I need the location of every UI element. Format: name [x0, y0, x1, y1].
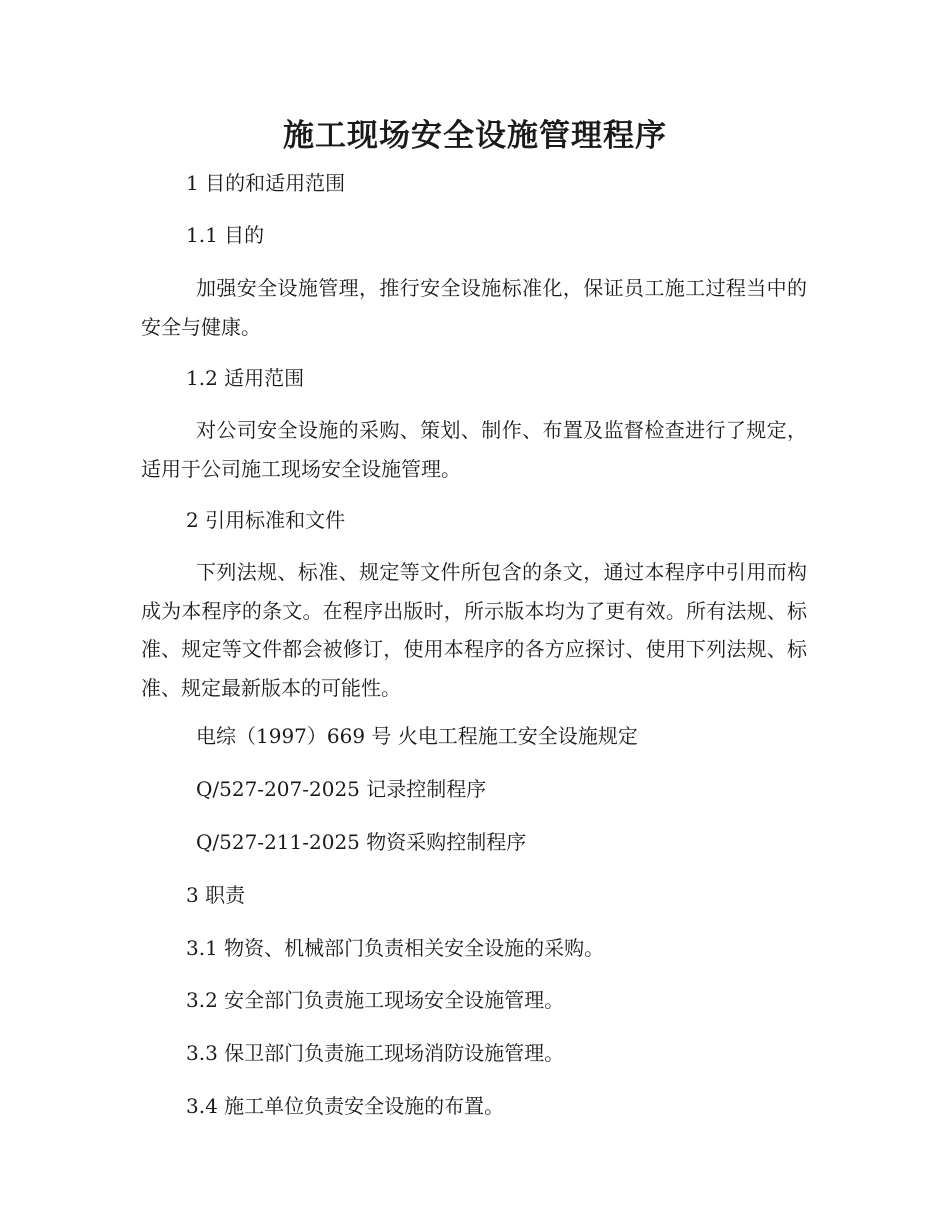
- document-title: 施工现场安全设施管理程序: [283, 118, 667, 154]
- section-1-1-heading: 1.1 目的: [186, 223, 265, 247]
- reference-item: Q/527-211-2025 物资采购控制程序: [196, 830, 527, 854]
- section-3-heading: 3 职责: [186, 883, 246, 907]
- responsibility-item: 3.1 物资、机械部门负责相关安全设施的采购。: [186, 936, 605, 960]
- section-1-2-paragraph: 对公司安全设施的采购、策划、制作、布置及监督检查进行了规定，适用于公司施工现场安全设施管理。: [141, 418, 807, 481]
- section-1-1-paragraph: 加强安全设施管理，推行安全设施标准化，保证员工施工过程当中的安全与健康。: [141, 276, 807, 339]
- section-2-heading: 2 引用标准和文件: [186, 508, 346, 532]
- responsibility-item: 3.2 安全部门负责施工现场安全设施管理。: [186, 988, 565, 1012]
- responsibility-item: 3.3 保卫部门负责施工现场消防设施管理。: [186, 1041, 565, 1065]
- section-2-paragraph: 下列法规、标准、规定等文件所包含的条文，通过本程序中引用而构成为本程序的条文。在程序出版时，所示版本均为了更有效。所有法规、标准、规定等文件都会被修订，使用本程序的各方应探讨、使用下列法规、标准、规定最新版本的可能性。: [141, 560, 807, 700]
- responsibility-item: 3.4 施工单位负责安全设施的布置。: [186, 1094, 505, 1118]
- section-1-2-heading: 1.2 适用范围: [186, 366, 305, 390]
- reference-item: Q/527-207-2025 记录控制程序: [196, 777, 487, 801]
- section-1-heading: 1 目的和适用范围: [186, 171, 346, 195]
- reference-item: 电综（1997）669 号 火电工程施工安全设施规定: [196, 724, 638, 748]
